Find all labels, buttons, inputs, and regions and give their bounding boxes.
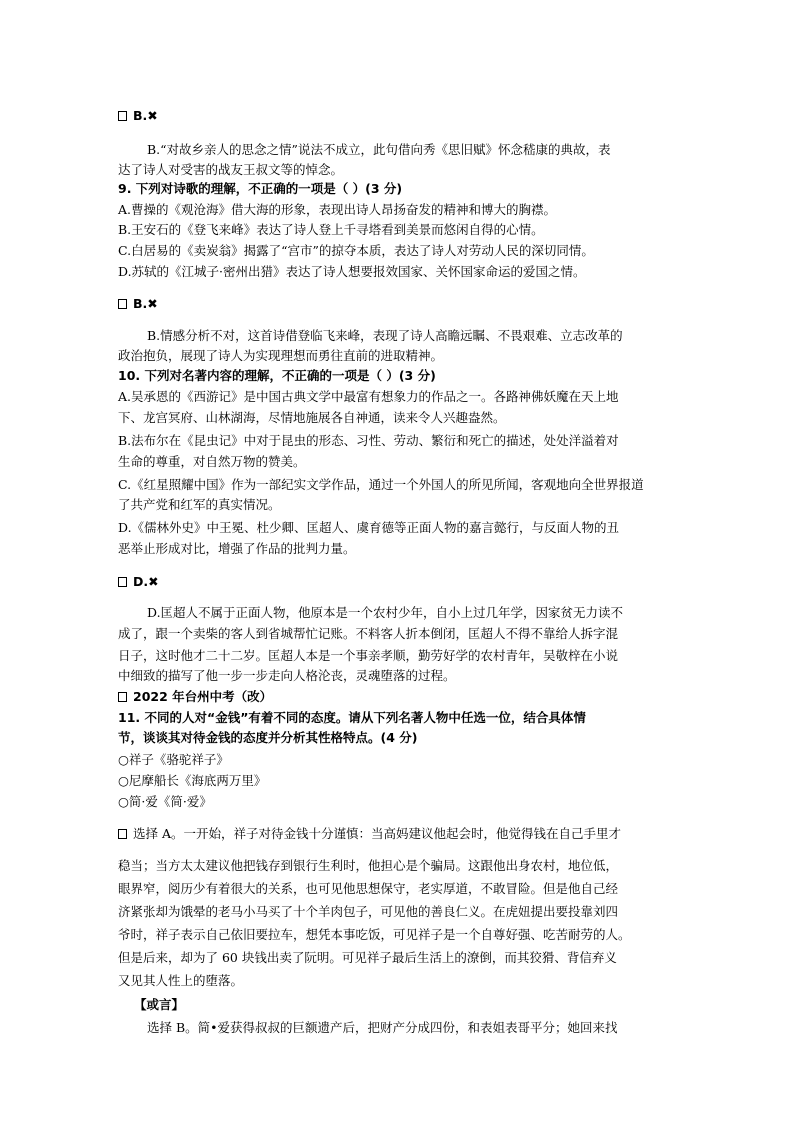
question-title: 9. 下列对诗歌的理解，不正确的一项是（ ）(3 分) xyxy=(118,181,403,196)
checkbox-icon xyxy=(118,692,127,702)
explanation-line: B.情感分析不对，这首诗借登临飞来峰，表现了诗人高瞻远瞩、不畏艰难、立志改革的 xyxy=(147,328,623,343)
option-line: C.白居易的《卖炭翁》揭露了“宫市”的掠夺本质，表达了诗人对劳动人民的深切同情。 xyxy=(118,243,594,258)
question-title: 11. 不同的人对“金钱”有着不同的态度。请从下列名著人物中任选一位，结合具体情 xyxy=(118,710,586,725)
answer-line: 爷时，祥子表示自己依旧要拉车，想凭本事吃饭，可见祥子是一个自尊好强、吃苦耐劳的人。 xyxy=(118,927,631,942)
checkbox-icon xyxy=(118,829,127,839)
option-line: C.《红星照耀中国》作为一部纪实文学作品，通过一个外国人的所见所闻，客观地向全世界报道 xyxy=(118,477,644,492)
choice-item: ○尼摩船长《海底两万里》 xyxy=(118,773,267,788)
explanation-line: 中细致的描写了他一步一步走向人格沦丧，灵魂堕落的过程。 xyxy=(118,668,456,683)
source-label: 2022 年台州中考（改） xyxy=(118,687,272,707)
checkbox-icon xyxy=(118,299,127,309)
answer-line: 选择 A。一开始，祥子对待金钱十分谨慎：当高妈建议他起会时，他觉得钱在自己手里才 xyxy=(118,824,621,844)
option-line: 恶举止形成对比，增强了作品的批判力量。 xyxy=(118,541,356,556)
explanation-line: B.“对故乡亲人的思念之情”说法不成立，此句借向秀《思旧赋》怀念嵇康的典故，表 xyxy=(147,142,611,157)
answer-line: 又见其人性上的堕落。 xyxy=(118,973,244,988)
option-line: B.法布尔在《昆虫记》中对于昆虫的形态、习性、劳动、繁衍和死亡的描述，处处洋溢着对 xyxy=(118,433,619,448)
answer-line: 稳当；当方太太建议他把钱存到银行生利时，他担心是个骗局。这跟他出身农村，地位低， xyxy=(118,858,619,873)
question-title: 10. 下列对名著内容的理解，不正确的一项是（ ）(3 分) xyxy=(118,368,436,383)
option-line: B.王安石的《登飞来峰》表达了诗人登上千寻塔看到美景而悠闲自得的心情。 xyxy=(118,222,544,237)
explanation-line: D.匡超人不属于正面人物，他原本是一个农村少年，自小上过几年学，因家贫无力读不 xyxy=(147,605,624,620)
checkbox-icon xyxy=(118,577,127,587)
explanation-line: 成了，跟一个卖柴的客人到省城帮忙记账。不料客人折本倒闭，匡超人不得不靠给人拆字混 xyxy=(118,626,619,641)
explanation-line: 日子，这时他才二十二岁。匡超人本是一个事亲孝顺，勤劳好学的农村青年，吴敬梓在小说 xyxy=(118,648,619,663)
alt-answer-heading: 【或言】 xyxy=(134,997,185,1012)
explanation-line: 政治抱负，展现了诗人为实现理想而勇往直前的进取精神。 xyxy=(118,348,444,363)
explanation-line: 达了诗人对受害的战友王叔文等的悼念。 xyxy=(118,162,344,177)
answer-label: D.✖ xyxy=(118,572,159,592)
answer-line: 选择 B。简•爱获得叔叔的巨额遗产后，把财产分成四份，和表姐表哥平分；她回来找 xyxy=(147,1020,618,1035)
answer-line: 但是后来，却为了 60 块钱出卖了阮明。可见祥子最后生活上的潦倒，而其狡猾、背信弃义 xyxy=(118,950,617,965)
option-line: 下、龙宫冥府、山林湖海，尽情地施展各自神通，读来令人兴趣盎然。 xyxy=(118,410,506,425)
answer-line: 济紧张却为饿晕的老马小马买了十个羊肉包子，可见他的善良仁义。在虎妞提出要投靠刘四 xyxy=(118,904,619,919)
option-line: D.《儒林外史》中王冕、杜少卿、匡超人、虞育德等正面人物的嘉言懿行，与反面人物的丑 xyxy=(118,520,620,535)
option-line: A.吴承恩的《西游记》是中国古典文学中最富有想象力的作品之一。各路神佛妖魔在天上地 xyxy=(118,389,619,404)
option-line: 了共产党和红军的真实情况。 xyxy=(118,497,281,512)
answer-label: B.✖ xyxy=(118,294,158,314)
choice-item: ○祥子《骆驼祥子》 xyxy=(118,752,229,767)
option-line: D.苏轼的《江城子·密州出猎》表达了诗人想要报效国家、关怀国家命运的爱国之情。 xyxy=(118,264,586,279)
choice-item: ○简·爱《简·爱》 xyxy=(118,794,212,809)
answer-line: 眼界窄，阅历少有着很大的关系，也可见他思想保守，老实厚道，不敢冒险。但是他自己经 xyxy=(118,881,619,896)
checkbox-icon xyxy=(118,111,127,121)
question-title: 节，谈谈其对待金钱的态度并分析其性格特点。(4 分) xyxy=(118,730,418,745)
option-line: A.曹操的《观沧海》借大海的形象，表现出诗人昂扬奋发的精神和博大的胸襟。 xyxy=(118,202,557,217)
option-line: 生命的尊重，对自然万物的赞美。 xyxy=(118,454,306,469)
answer-label: B.✖ xyxy=(118,106,158,126)
